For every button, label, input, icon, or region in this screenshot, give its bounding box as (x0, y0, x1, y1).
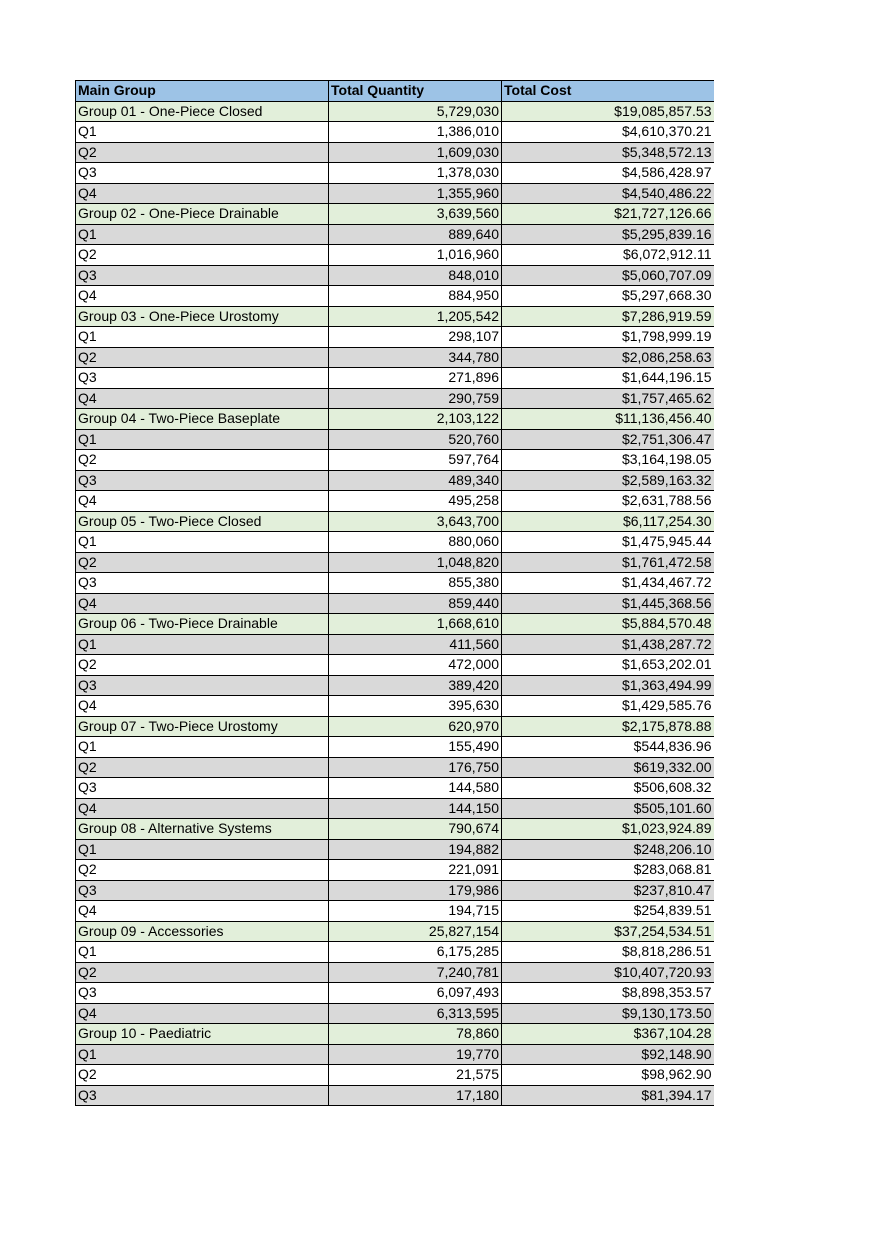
cell-total-quantity: 19,770 (329, 1044, 502, 1065)
quarter-row (76, 347, 714, 368)
cell-main-group: Q3 (76, 470, 329, 491)
cell-total-quantity: 495,258 (329, 491, 502, 512)
cell-total-quantity: 395,630 (329, 696, 502, 717)
quarter-row (76, 532, 714, 553)
cell-total-quantity: 620,970 (329, 716, 502, 737)
quarter-row (76, 983, 714, 1004)
cell-total-cost: $544,836.96 (502, 737, 714, 758)
cell-main-group: Group 05 - Two-Piece Closed (76, 511, 329, 532)
group-row (76, 921, 714, 942)
cell-total-quantity: 176,750 (329, 757, 502, 778)
table-body (76, 101, 714, 1106)
cell-main-group: Q3 (76, 573, 329, 594)
quarter-row (76, 368, 714, 389)
cell-total-quantity: 155,490 (329, 737, 502, 758)
quarter-row (76, 429, 714, 450)
quarter-row (76, 901, 714, 922)
cell-total-cost: $8,898,353.57 (502, 983, 714, 1004)
cell-main-group: Q1 (76, 634, 329, 655)
cell-total-cost: $248,206.10 (502, 839, 714, 860)
cell-main-group: Q2 (76, 450, 329, 471)
table-header (76, 81, 714, 102)
cell-main-group: Group 01 - One-Piece Closed (76, 101, 329, 122)
group-row (76, 614, 714, 635)
quarter-row (76, 1085, 714, 1106)
cell-total-cost: $10,407,720.93 (502, 962, 714, 983)
cell-total-quantity: 21,575 (329, 1065, 502, 1086)
cell-total-quantity: 2,103,122 (329, 409, 502, 430)
quarter-row (76, 327, 714, 348)
cell-total-quantity: 344,780 (329, 347, 502, 368)
cell-main-group: Q2 (76, 962, 329, 983)
cell-main-group: Q4 (76, 491, 329, 512)
cell-total-quantity: 6,313,595 (329, 1003, 502, 1024)
cell-main-group: Q2 (76, 552, 329, 573)
cell-main-group: Q3 (76, 880, 329, 901)
quarter-row (76, 962, 714, 983)
group-row (76, 716, 714, 737)
quarter-row (76, 634, 714, 655)
cell-total-cost: $92,148.90 (502, 1044, 714, 1065)
cell-total-quantity: 880,060 (329, 532, 502, 553)
cell-total-quantity: 17,180 (329, 1085, 502, 1106)
cell-main-group: Q2 (76, 655, 329, 676)
cell-main-group: Q4 (76, 798, 329, 819)
quarter-row (76, 142, 714, 163)
cell-main-group: Group 06 - Two-Piece Drainable (76, 614, 329, 635)
cell-main-group: Q3 (76, 1085, 329, 1106)
cell-main-group: Q4 (76, 1003, 329, 1024)
cell-total-quantity: 848,010 (329, 265, 502, 286)
cell-main-group: Q2 (76, 142, 329, 163)
cell-total-cost: $1,475,945.44 (502, 532, 714, 553)
quarter-row (76, 183, 714, 204)
cell-total-quantity: 194,882 (329, 839, 502, 860)
cell-total-cost: $2,589,163.32 (502, 470, 714, 491)
header-total-quantity: Total Quantity (329, 81, 502, 102)
cell-main-group: Group 10 - Paediatric (76, 1024, 329, 1045)
quarter-row (76, 245, 714, 266)
cell-total-cost: $2,751,306.47 (502, 429, 714, 450)
cell-total-cost: $19,085,857.53 (502, 101, 714, 122)
group-row (76, 819, 714, 840)
quarter-row (76, 552, 714, 573)
cell-main-group: Q2 (76, 860, 329, 881)
cell-main-group: Q4 (76, 593, 329, 614)
cell-total-cost: $4,610,370.21 (502, 122, 714, 143)
cell-total-quantity: 1,609,030 (329, 142, 502, 163)
cell-total-cost: $9,130,173.50 (502, 1003, 714, 1024)
cell-main-group: Q1 (76, 224, 329, 245)
cell-total-quantity: 179,986 (329, 880, 502, 901)
cell-total-cost: $1,798,999.19 (502, 327, 714, 348)
cell-main-group: Q1 (76, 1044, 329, 1065)
cell-main-group: Q4 (76, 286, 329, 307)
quarter-row (76, 163, 714, 184)
cell-main-group: Q1 (76, 839, 329, 860)
quarter-row (76, 655, 714, 676)
cell-total-quantity: 889,640 (329, 224, 502, 245)
quarter-row (76, 573, 714, 594)
cell-total-quantity: 144,150 (329, 798, 502, 819)
cell-total-quantity: 271,896 (329, 368, 502, 389)
cell-main-group: Q1 (76, 532, 329, 553)
cell-total-quantity: 1,048,820 (329, 552, 502, 573)
cell-total-cost: $619,332.00 (502, 757, 714, 778)
cell-total-quantity: 389,420 (329, 675, 502, 696)
cell-total-cost: $1,653,202.01 (502, 655, 714, 676)
cell-total-quantity: 221,091 (329, 860, 502, 881)
cell-main-group: Q4 (76, 388, 329, 409)
quarter-row (76, 839, 714, 860)
cell-total-cost: $1,761,472.58 (502, 552, 714, 573)
cell-main-group: Group 09 - Accessories (76, 921, 329, 942)
cell-total-quantity: 290,759 (329, 388, 502, 409)
cell-total-cost: $4,540,486.22 (502, 183, 714, 204)
cell-total-quantity: 298,107 (329, 327, 502, 348)
cell-total-cost: $1,438,287.72 (502, 634, 714, 655)
quarter-row (76, 1044, 714, 1065)
header-total-cost: Total Cost (502, 81, 714, 102)
cell-total-quantity: 520,760 (329, 429, 502, 450)
cell-total-quantity: 411,560 (329, 634, 502, 655)
group-row (76, 204, 714, 225)
quarter-row (76, 737, 714, 758)
cell-main-group: Group 03 - One-Piece Urostomy (76, 306, 329, 327)
header-main-group: Main Group (76, 81, 329, 102)
cell-main-group: Group 04 - Two-Piece Baseplate (76, 409, 329, 430)
cell-total-quantity: 1,355,960 (329, 183, 502, 204)
cell-total-quantity: 78,860 (329, 1024, 502, 1045)
cell-main-group: Q3 (76, 778, 329, 799)
cell-total-quantity: 7,240,781 (329, 962, 502, 983)
cell-total-cost: $21,727,126.66 (502, 204, 714, 225)
quarter-row (76, 224, 714, 245)
cell-total-cost: $254,839.51 (502, 901, 714, 922)
cell-total-cost: $98,962.90 (502, 1065, 714, 1086)
cell-total-cost: $5,884,570.48 (502, 614, 714, 635)
spreadsheet-table-container (75, 80, 713, 1106)
cell-main-group: Q2 (76, 1065, 329, 1086)
cell-total-quantity: 859,440 (329, 593, 502, 614)
cell-main-group: Group 07 - Two-Piece Urostomy (76, 716, 329, 737)
cell-total-cost: $237,810.47 (502, 880, 714, 901)
cell-total-quantity: 25,827,154 (329, 921, 502, 942)
cell-total-cost: $1,757,465.62 (502, 388, 714, 409)
cell-total-quantity: 3,643,700 (329, 511, 502, 532)
cell-total-cost: $5,348,572.13 (502, 142, 714, 163)
cell-main-group: Q2 (76, 347, 329, 368)
cell-total-cost: $1,363,494.99 (502, 675, 714, 696)
cell-total-quantity: 790,674 (329, 819, 502, 840)
group-row (76, 1024, 714, 1045)
quarter-row (76, 286, 714, 307)
group-row (76, 101, 714, 122)
cell-total-quantity: 884,950 (329, 286, 502, 307)
cell-total-cost: $1,445,368.56 (502, 593, 714, 614)
cell-total-quantity: 855,380 (329, 573, 502, 594)
cell-main-group: Q1 (76, 737, 329, 758)
cell-main-group: Q1 (76, 122, 329, 143)
cell-total-quantity: 1,386,010 (329, 122, 502, 143)
cell-total-cost: $5,060,707.09 (502, 265, 714, 286)
quarter-row (76, 942, 714, 963)
quarter-row (76, 1065, 714, 1086)
cell-total-cost: $1,644,196.15 (502, 368, 714, 389)
cell-total-quantity: 5,729,030 (329, 101, 502, 122)
cell-total-cost: $3,164,198.05 (502, 450, 714, 471)
cell-main-group: Q2 (76, 757, 329, 778)
cell-main-group: Q3 (76, 265, 329, 286)
header-row (76, 81, 714, 102)
cell-total-quantity: 144,580 (329, 778, 502, 799)
quarter-row (76, 757, 714, 778)
cell-main-group: Q3 (76, 983, 329, 1004)
group-row (76, 306, 714, 327)
cell-total-quantity: 3,639,560 (329, 204, 502, 225)
cell-main-group: Q2 (76, 245, 329, 266)
quarter-row (76, 860, 714, 881)
cell-total-cost: $8,818,286.51 (502, 942, 714, 963)
cell-main-group: Q3 (76, 368, 329, 389)
cell-total-cost: $7,286,919.59 (502, 306, 714, 327)
quarter-row (76, 880, 714, 901)
cell-total-quantity: 1,668,610 (329, 614, 502, 635)
quarter-row (76, 470, 714, 491)
cell-main-group: Q4 (76, 183, 329, 204)
cell-total-quantity: 472,000 (329, 655, 502, 676)
cell-total-cost: $283,068.81 (502, 860, 714, 881)
cell-total-quantity: 597,764 (329, 450, 502, 471)
cell-total-cost: $11,136,456.40 (502, 409, 714, 430)
cell-total-cost: $5,297,668.30 (502, 286, 714, 307)
cell-total-cost: $2,631,788.56 (502, 491, 714, 512)
cell-total-cost: $5,295,839.16 (502, 224, 714, 245)
cell-total-cost: $1,434,467.72 (502, 573, 714, 594)
quarter-row (76, 675, 714, 696)
cell-total-cost: $2,175,878.88 (502, 716, 714, 737)
cell-main-group: Q1 (76, 429, 329, 450)
cell-total-cost: $1,023,924.89 (502, 819, 714, 840)
cell-main-group: Q3 (76, 163, 329, 184)
cell-total-quantity: 1,016,960 (329, 245, 502, 266)
cell-main-group: Group 02 - One-Piece Drainable (76, 204, 329, 225)
cell-total-cost: $506,608.32 (502, 778, 714, 799)
cell-total-quantity: 194,715 (329, 901, 502, 922)
group-row (76, 511, 714, 532)
cell-main-group: Q3 (76, 675, 329, 696)
quarter-row (76, 491, 714, 512)
cell-main-group: Q1 (76, 942, 329, 963)
quarter-row (76, 265, 714, 286)
cell-total-cost: $81,394.17 (502, 1085, 714, 1106)
cell-main-group: Q1 (76, 327, 329, 348)
quarter-row (76, 593, 714, 614)
cell-main-group: Group 08 - Alternative Systems (76, 819, 329, 840)
cell-main-group: Q4 (76, 901, 329, 922)
cell-total-cost: $4,586,428.97 (502, 163, 714, 184)
cell-total-quantity: 1,378,030 (329, 163, 502, 184)
quarter-row (76, 696, 714, 717)
cell-total-quantity: 1,205,542 (329, 306, 502, 327)
cell-total-cost: $6,072,912.11 (502, 245, 714, 266)
cell-total-cost: $1,429,585.76 (502, 696, 714, 717)
cell-total-cost: $6,117,254.30 (502, 511, 714, 532)
quarter-row (76, 778, 714, 799)
group-cost-table (75, 80, 714, 1106)
cell-total-quantity: 6,175,285 (329, 942, 502, 963)
cell-total-cost: $505,101.60 (502, 798, 714, 819)
quarter-row (76, 450, 714, 471)
cell-total-cost: $37,254,534.51 (502, 921, 714, 942)
cell-total-cost: $2,086,258.63 (502, 347, 714, 368)
quarter-row (76, 798, 714, 819)
cell-total-cost: $367,104.28 (502, 1024, 714, 1045)
cell-main-group: Q4 (76, 696, 329, 717)
cell-total-quantity: 6,097,493 (329, 983, 502, 1004)
group-row (76, 409, 714, 430)
quarter-row (76, 122, 714, 143)
cell-total-quantity: 489,340 (329, 470, 502, 491)
quarter-row (76, 388, 714, 409)
quarter-row (76, 1003, 714, 1024)
